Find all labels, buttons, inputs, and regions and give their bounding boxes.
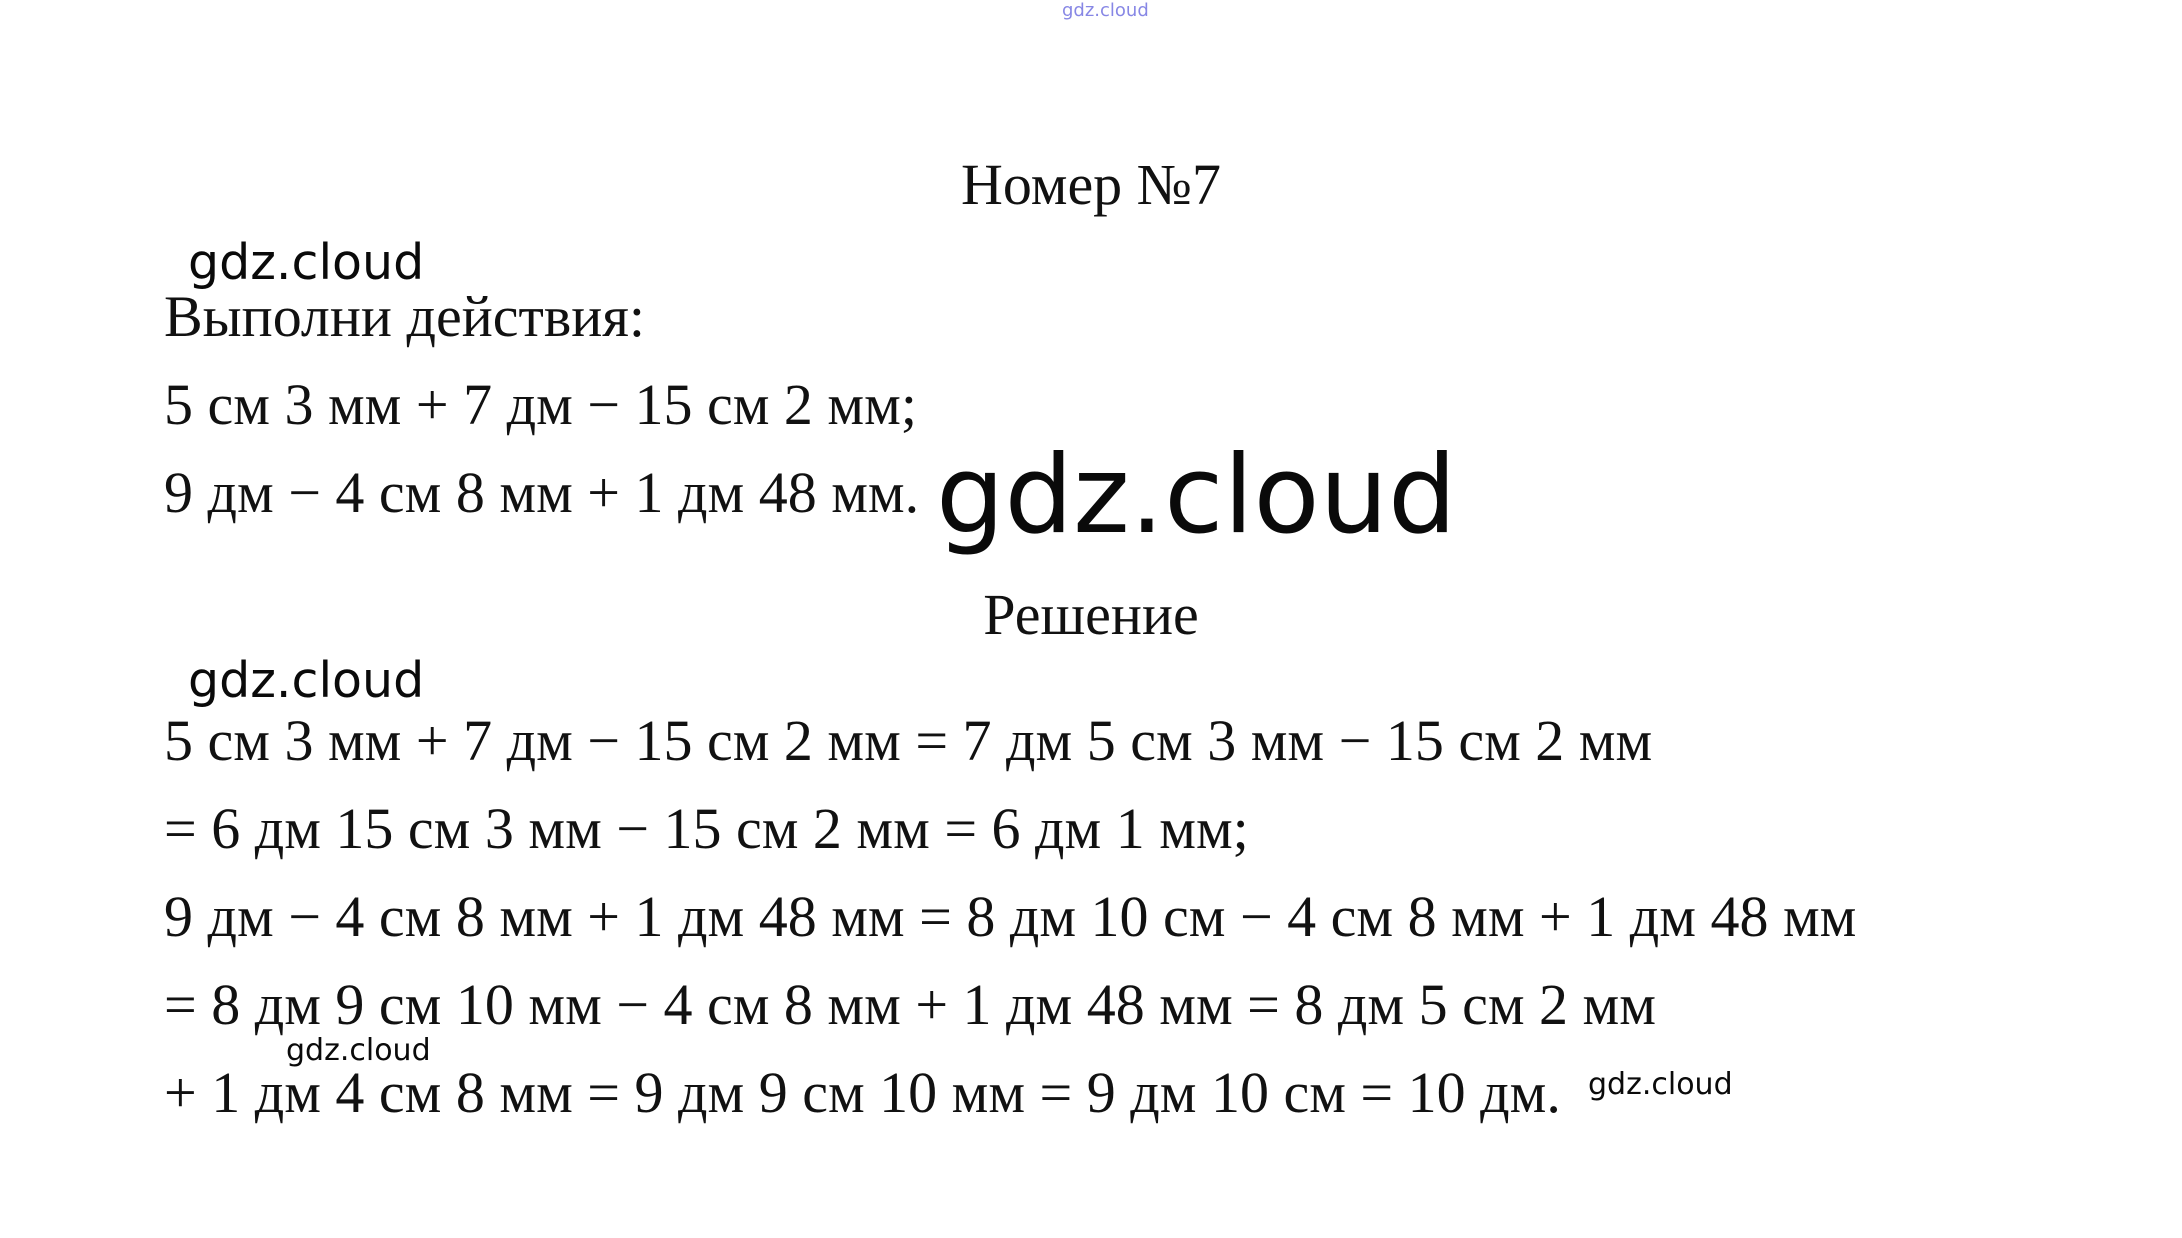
top-watermark: gdz.cloud	[1062, 0, 1149, 21]
solution-line-2: = 6 дм 15 см 3 мм − 15 см 2 мм = 6 дм 1 мм;	[164, 796, 1249, 861]
problem-instruction: Выполни действия:	[164, 284, 646, 349]
solution-line-1: 5 см 3 мм + 7 дм − 15 см 2 мм = 7 дм 5 см 3 мм − 15 см 2 мм	[164, 708, 1653, 773]
task-watermark: gdz.cloud	[188, 234, 425, 291]
solution-watermark: gdz.cloud	[188, 652, 425, 709]
solution-line-4: = 8 дм 9 см 10 мм − 4 см 8 мм + 1 дм 48 мм = 8 дм 5 см 2 мм	[164, 972, 1656, 1037]
problem-expression-1: 5 см 3 мм + 7 дм − 15 см 2 мм;	[164, 372, 917, 437]
problem-expression-2: 9 дм − 4 см 8 мм + 1 дм 48 мм.	[164, 460, 920, 525]
bottom-left-watermark: gdz.cloud	[286, 1033, 431, 1068]
solution-line-3: 9 дм − 4 см 8 мм + 1 дм 48 мм = 8 дм 10 см − 4 см 8 мм + 1 дм 48 мм	[164, 884, 1857, 949]
bottom-right-watermark: gdz.cloud	[1588, 1067, 1733, 1102]
solution-title: Решение	[983, 582, 1199, 647]
solution-line-5: + 1 дм 4 см 8 мм = 9 дм 9 см 10 мм = 9 дм 10 см = 10 дм.	[164, 1060, 1561, 1125]
problem-title: Номер №7	[960, 152, 1222, 217]
middle-watermark: gdz.cloud	[936, 433, 1457, 558]
